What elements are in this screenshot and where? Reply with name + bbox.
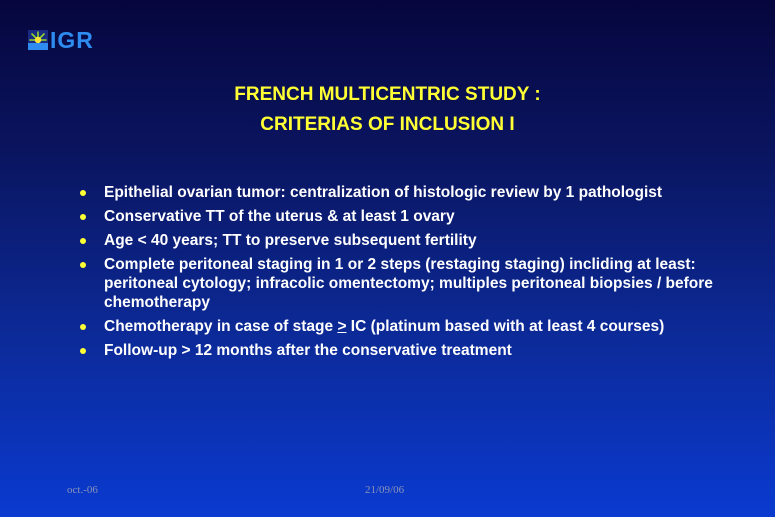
bullet-dot-icon bbox=[80, 238, 86, 244]
list-item bbox=[76, 341, 726, 360]
criterion-text: Follow-up > 12 months after the conservative treatment bbox=[104, 342, 512, 359]
list-item bbox=[76, 255, 726, 312]
igr-logo bbox=[28, 28, 94, 52]
bullet-dot-icon bbox=[80, 324, 86, 330]
footer-date-left: oct.-06 bbox=[67, 484, 98, 496]
slide-title bbox=[0, 80, 775, 140]
list-item bbox=[76, 317, 726, 336]
list-item bbox=[76, 231, 726, 250]
bullet-dot-icon bbox=[80, 262, 86, 268]
greater-than-symbol: > bbox=[337, 318, 347, 335]
list-item bbox=[76, 183, 726, 202]
criterion-text: Epithelial ovarian tumor: centralization of histologic review by 1 pathologist bbox=[104, 184, 663, 201]
inclusion-criteria-list bbox=[76, 183, 726, 365]
criterion-text: Complete peritoneal staging in 1 or 2 steps (restaging staging) incliding at least: peritoneal cytology; infracolic omentectomy; multiples peritoneal biopsies / before chemotherapy bbox=[104, 256, 713, 311]
title-line-1: FRENCH MULTICENTRIC STUDY : bbox=[234, 84, 541, 105]
bullet-dot-icon bbox=[80, 214, 86, 220]
sunburst-icon bbox=[28, 30, 48, 50]
footer-date-center: 21/09/06 bbox=[365, 484, 405, 496]
logo-text: IGR bbox=[50, 27, 94, 53]
bullet-dot-icon bbox=[80, 348, 86, 354]
title-line-2: CRITERIAS OF INCLUSION I bbox=[260, 114, 515, 135]
list-item bbox=[76, 207, 726, 226]
criterion-text: Conservative TT of the uterus & at least 1 ovary bbox=[104, 208, 455, 225]
bullet-dot-icon bbox=[80, 190, 86, 196]
criterion-text: Age < 40 years; TT to preserve subsequent fertility bbox=[104, 232, 477, 249]
criterion-text-before: Chemotherapy in case of stage bbox=[104, 318, 338, 335]
criterion-text-after: IC (platinum based with at least 4 courses) bbox=[346, 318, 665, 335]
